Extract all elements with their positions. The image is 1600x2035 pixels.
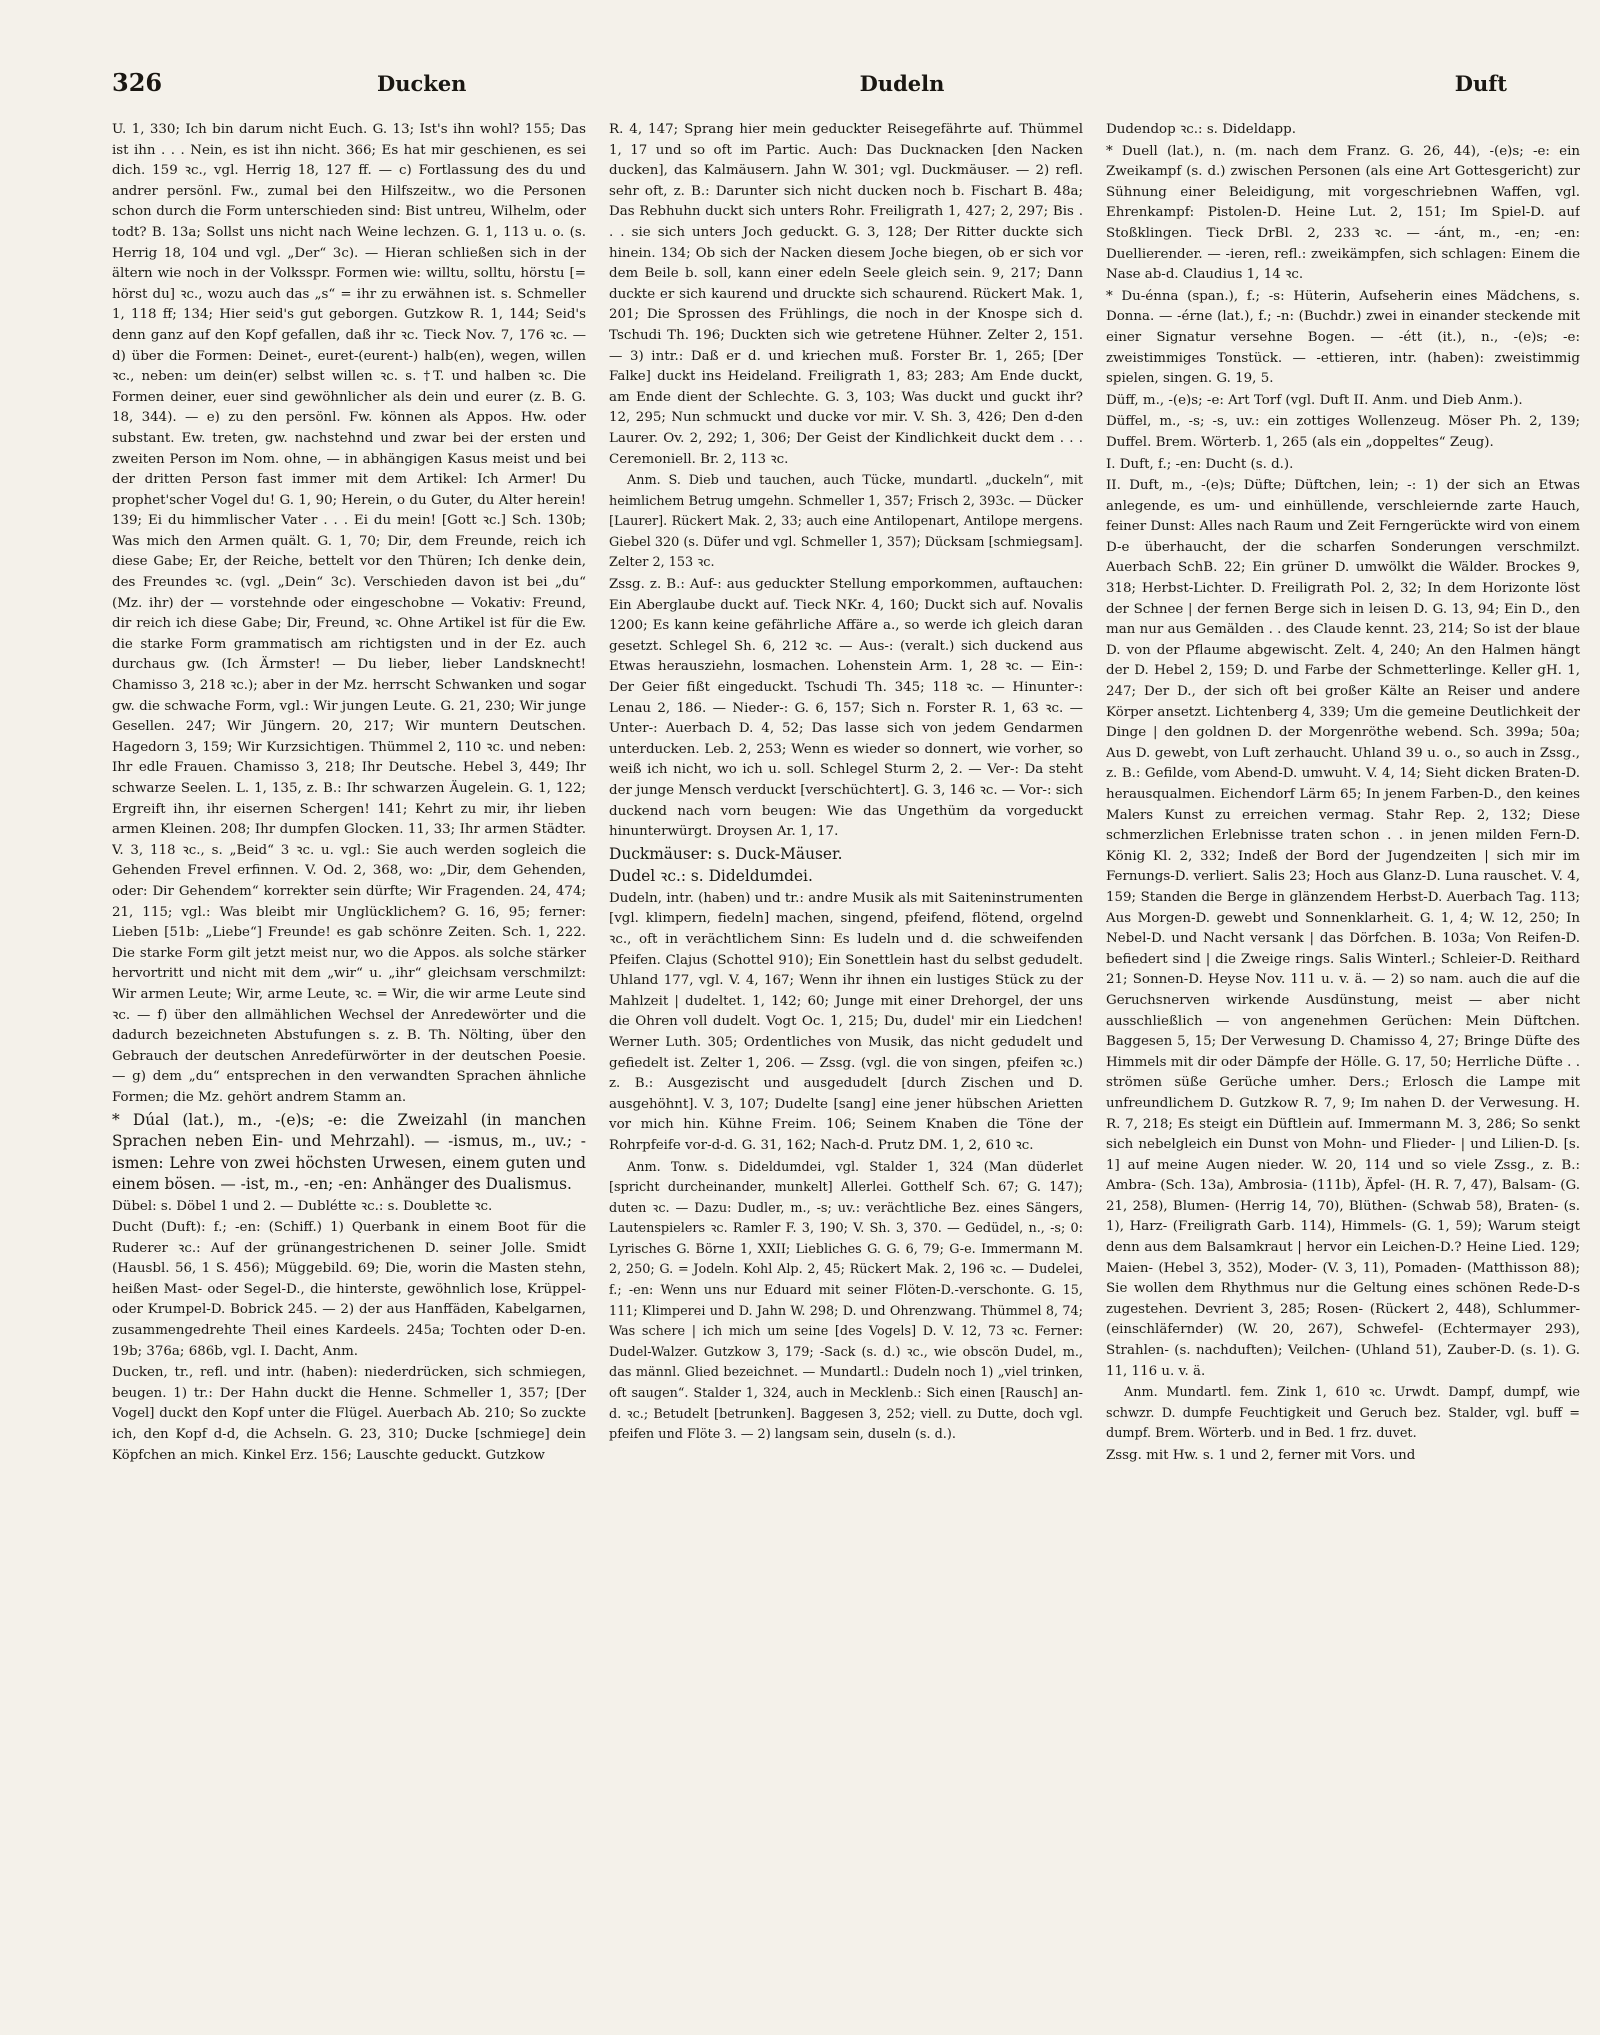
running-headword-right: Duft (1454, 71, 1507, 96)
entry-dudel: Dudel ꝛc.: s. Dideldumdei. (609, 867, 813, 886)
running-header (112, 68, 1592, 108)
entry-dueff: Düff, m., -(e)s; -e: Art Torf (vgl. Duft II. Anm. und Dieb Anm.). (1106, 392, 1523, 408)
entry-ducken: Ducken, tr., refl. und intr. (haben): niederdrücken, sich schmiegen, beugen. 1) tr.: Der Hahn duckt die Henne. Schmeller 1, 357; [Der Vogel] duckt den Kopf unter die Flügel. Auerbach Ab. 210; So zuckte ich, den Kopf d-d, die Achseln. G. 23, 310; Ducke [schmiege] dein Köpfchen an mich. Kinkel Erz. 156; Lauschte geduckt. Gutzkow (112, 1365, 586, 1463)
annotation-paragraph: Anm. S. Dieb und tauchen, auch Tücke, mundartl. „duckeln“, mit heimlichem Betrug umgehn. Schmeller 1, 357; Frisch 2, 393c. — Dücker [Laurer]. Rückert Mak. 2, 33; auch eine Antilopenart, Antilope mergens. Giebel 320 (s. Düfer und vgl. Schmeller 1, 357); Dücksam [schmiegsam]. Zelter 2, 153 ꝛc. (609, 473, 1083, 571)
entry-ducht: Ducht (Duft): f.; -en: (Schiff.) 1) Querbank in einem Boot für die Ruderer ꝛc.: Auf der grünangestrichenen D. seiner Jolle. Smidt (Hausbl. 56, 1 S. 456); Müggebild. 69; Die, worin die Masten stehn, heißen Mast- oder Segel-D., die hinterste, gewöhnlich lose, Krüppel- oder Krumpel-D. Bobrick 245. — 2) der aus Hanffäden, Kabelgarnen, zusammengedrehte Theil eines Kardeels. 245a; Tochten oder D-en. 19b; 376a; 686b, vgl. I. Dacht, Anm. (112, 1220, 586, 1359)
running-headword-left: Ducken (377, 71, 467, 96)
entry-continuation: U. 1, 330; Ich bin darum nicht Euch. G. 13; Ist's ihn wohl? 155; Das ist ihn . . . Nein, es ist ihn nicht. 366; Es hat mir geschienen, es sei dich. 159 ꝛc., vgl. Herrig 18, 127 ff. — c) Fortlassung des du und andrer persönl. Fw., zumal bei den Hilfszeitw., wo die Personen schon durch die Form unterschieden sind: Bist untreu, Wilhelm, oder todt? B. 13a; Sollst uns nicht nach Weine lechzen. G. 1, 113 u. o. (s. Herrig 18, 104 und vgl. „Der“ 3c). — Hieran schließen sich in der ältern wie noch in der Volksspr. Formen wie: willtu, solltu, hörstu [= hörst du] ꝛc., wozu auch das „s“ = ihr zu erwähnen ist. s. Schmeller 1, 118 ff; 134; Hier seid's gut geborgen. Gutzkow R. 1, 144; Seid's denn ganz auf den Kopf gefallen, daß ihr ꝛc. Tieck Nov. 7, 176 ꝛc. — d) über die Formen: Deinet-, euret-(eurent-) halb(en), wegen, willen ꝛc., neben: um dein(er) selbst willen ꝛc. s. †T. und halben ꝛc. Die Formen deiner, euer sind gewöhnlicher als dein und eurer (z. B. G. 18, 344). — e) zu den persönl. Fw. können als Appos. Hw. oder substant. Ew. treten, gw. nachstehnd und zwar bei der ersten und zweiten Person im Nom. ohne, — in abhängigen Kasus meist und bei der dritten Person fast immer mit dem Artikel: Ich Armer! Du prophet'scher Vogel du! G. 1, 90; Herein, o du Guter, du Alter herein! 139; Ei du himmlischer Vater . . . Ei du mein! [Gott ꝛc.] Sch. 130b; Was mich den Armen quält. G. 1, 70; Dir, dem Freunde, reich ich diese Gabe; Er, der Reiche, bettelt vor den Thüren; Ich denke dein, des Freundes ꝛc. (vgl. „Dein“ 3c). Verschieden davon ist bei „du“ (Mz. ihr) der — vorstehnde oder eingeschobne — Vokativ: Freund, dir reich ich diese Gabe; Dir, Freund, ꝛc. Ohne Artikel ist für die Ew. die starke Form grammatisch am richtigsten und in der Ez. auch durchaus gw. (Ich Ärmster! — Du lieber, lieber Landsknecht! Chamisso 3, 218 ꝛc.); aber in der Mz. herrscht Schwanken und sogar gw. die schwache Form, vgl.: Wir jungen Leute. G. 21, 230; Wir junge Gesellen. 247; Wir Jüngern. 20, 217; Wir muntern Deutschen. Hagedorn 3, 159; Wir Kurzsichtigen. Thümmel 2, 110 ꝛc. und neben: Ihr edle Frauen. Chamisso 3, 218; Ihr Deutsche. Hebel 3, 449; Ihr schwarze Seelen. L. 1, 135, z. B.: Ihr schwarzen Äugelein. G. 1, 122; Ergreift ihn, ihr eisernen Schergen! 141; Kehrt zu mir, ihr lieben armen Kleinen. 208; Ihr dumpfen Glocken. 11, 33; Ihr armen Städter. V. 3, 118 ꝛc., s. „Beid“ 3 ꝛc. u. vgl.: Sie auch werden sogleich die Gehenden Frevel erfinnen. V. Od. 2, 368, wo: „Dir, dem Gehenden, oder: Dir Gehendem“ korrekter sein dürfte; Wir Fragenden. 24, 474; 21, 115; vgl.: Was bleibt mir Unglücklichem? G. 16, 95; ferner: Lieben [51b: „Liebe“] Freunde! es gab schönre Zeiten. Sch. 1, 222. Die starke Form gilt jetzt meist nur, wo die Appos. als solche stärker hervortritt und nicht mit dem „wir“ u. „ihr“ gleichsam verschmilzt: Wir armen Leute; Wir, arme Leute, ꝛc. = Wir, die wir arme Leute sind ꝛc. — f) über den allmählichen Wechsel der Anredewörter und die dadurch bezeichneten Abstufungen s. z. B. Th. Nölting, über den Gebrauch der deutschen Anredefürwörter in der deutschen Poesie. — g) dem „du“ entsprechen in den verwandten Sprachen ähnliche Formen; die Mz. gehört andrem Stamm an. (112, 122, 586, 1105)
column-left (112, 120, 586, 2025)
text-columns (112, 120, 1580, 2025)
column-middle (609, 120, 1083, 2025)
entry-duft-2: II. Duft, m., -(e)s; Düfte; Düftchen, lein; -: 1) der sich an Etwas anlegende, es um- und einhüllende, verschleiernde zarte Hauch, feiner Dunst: Alles nach Raum und Zeit Ferngerückte wird von einem D-e überhaucht, der die scharfen Sonderungen verschmilzt. Auerbach SchB. 22; Ein grüner D. umwölkt die Wälder. Brockes 9, 318; Herbst-Lichter. D. Freiligrath Pol. 2, 32; In dem Horizonte löst der Schnee | der fernen Berge sich in leisen D. G. 13, 94; Ein D., den man nur aus Gemälden . . des Claude kennt. 23, 214; So ist der blaue D. von der Pflaume abgewischt. Zelt. 4, 240; An den Halmen hängt der D. Hebel 2, 159; D. und Farbe der Schmetterlinge. Keller gH. 1, 247; Der D., der sich oft bei großer Kälte an Reiser und andere Körper ansetzt. Lichtenberg 4, 339; Um die gemeine Deutlichkeit der Dinge | den goldnen D. der Morgenröthe webend. Sch. 399a; 50a; Aus D. gewebt, von Luft zerhaucht. Uhland 39 u. o., so auch in Zssg., z. B.: Gefilde, vom Abend-D. umwuht. V. 4, 14; Sieht dicken Braten-D. herausqualmen. Eichendorf Lärm 65; In jenem Farben-D., den keines Malers Kunst zu erreichen vermag. Stahr Rep. 2, 132; Diese schmerzlichen Erlebnisse traten schon . . in jenen milden Fern-D. König Kl. 2, 332; Indeß der Bord der Jugendzeiten | sich mir im Fernungs-D. verliert. Salis 23; Hoch aus Glanz-D. Luna rauschet. V. 4, 159; Standen die Berge in glänzendem Herbst-D. Auerbach Tag. 113; Aus Morgen-D. gewebt und Sonnenklarheit. G. 1, 4; W. 12, 250; In Nebel-D. und Nacht versank | das Dörfchen. B. 103a; Von Reifen-D. befiedert sind | die Zweige rings. Salis Winterl.; Schleier-D. Reithard 21; Sonnen-D. Heyse Nov. 111 u. v. ä. — 2) so nam. auch die auf die Geruchsnerven wirkende Ausdünstung, meist — aber nicht ausschließlich — von angenehmen Gerüchen: Mein Düftchen. Baggesen 5, 15; Der Verwesung D. Chamisso 4, 27; Bringe Düfte des Himmels mit dir oder Dämpfe der Hölle. G. 17, 50; Herrliche Düfte . . strömen süße Gerüche umher. Ders.; Erlosch die Lampe mit unfreundlichem D. Gutzkow R. 7, 9; Im nahen D. der Verwesung. H. R. 7, 218; Es steigt ein Düftlein auf. Immermann M. 3, 286; So senkt sich nebelgleich ein Dunst von Mohn- und Flieder- | und Lilien-D. [s. 1] auf meine Augen nieder. W. 20, 114 und so viele Zssg., z. B.: Ambra- (Sch. 13a), Ambrosia- (111b), Äpfel- (H. R. 7, 47), Balsam- (G. 21, 258), Blumen- (Herrig 14, 70), Blüthen- (Schwab 58), Braten- (s. 1), Harz- (Freiligrath Garb. 114), Himmels- (G. 1, 59); Warum steigt denn aus dem Balsamkraut | hervor ein Leichen-D.? Heine Lied. 129; Maien- (Hebel 3, 352), Moder- (V. 3, 11), Pomaden- (Matthisson 88); Sie wollen dem Rhythmus nur die Geltung eines schönen Rede-D-s zugestehen. Devrient 3, 285; Rosen- (Rückert 2, 448), Schlummer- (einschläfernder) (W. 20, 267), Schwefel- (Echtermayer 293), Strahlen- (s. nachduften); Veilchen- (Uhland 51), Zauber-D. (s. 1). G. 11, 116 u. v. ä. (1106, 478, 1580, 1379)
entry-continuation: R. 4, 147; Sprang hier mein geduckter Reisegefährte auf. Thümmel 1, 17 und so oft im Partic. Auch: Das Ducknacken [den Nacken ducken], das Kalmäusern. Jahn W. 301; vgl. Duckmäuser. — 2) refl. sehr oft, z. B.: Darunter sich nicht ducken noch b. Fischart B. 48a; Das Rebhuhn duckt sich unters Rohr. Freiligrath 1, 427; 2, 297; Bis . . . sie sich unters Joch geduckt. G. 3, 128; Der Ritter duckte sich hinein. 134; Ob sich der Nacken diesem Joche biegen, ob er sich vor dem Beile b. soll, kann einer edeln Seele gleich sein. 9, 217; Dann duckte er sich kaurend und druckte sich schaurend. Rückert Mak. 1, 201; Die Sprossen des Frühlings, die noch in der Knospe sich d. Tschudi Th. 196; Duckten sich wie getretene Hühner. Zelter 2, 151. — 3) intr.: Daß er d. und kriechen muß. Forster Br. 1, 265; [Der Falke] duckt ins Heideland. Freiligrath 1, 83; 283; Am Ende duckt, am Ende dient der Schlechte. G. 3, 103; Was duckt und guckt ihr? 12, 295; Nun schmuckt und ducke vor mir. V. Sh. 3, 426; Den d-den Laurer. Ov. 2, 292; 1, 306; Der Geist der Kindlichkeit duckt dem . . . Ceremoniell. Br. 2, 113 ꝛc. (609, 122, 1083, 467)
annotation-paragraph: Anm. Tonw. s. Dideldumdei, vgl. Stalder 1, 324 (Man düderlet [spricht durcheinander, munkelt] Allerlei. Gotthelf Sch. 67; G. 147); duten ꝛc. — Dazu: Dudler, m., -s; uv.: verächtliche Bez. eines Sängers, Lautenspielers ꝛc. Ramler F. 3, 190; V. Sh. 3, 370. — Gedüdel, n., -s; 0: Lyrisches G. Börne 1, XXII; Liebliches G. G. 6, 79; G-e. Immermann M. 2, 250; G. = Jodeln. Kohl Alp. 2, 45; Rückert Mak. 2, 196 ꝛc. — Dudelei, f.; -en: Wenn uns nur Eduard mit seiner Flöten-D.-verschonte. G. 15, 111; Klimperei und D. Jahn W. 298; D. und Ohrenzwang. Thümmel 8, 74; Was schere | ich mich um seine [des Vogels] D. V. 12, 73 ꝛc. Ferner: Dudel-Walzer. Gutzkow 3, 179; -Sack (s. d.) ꝛc., wie obscön Dudel, m., das männl. Glied bezeichnet. — Mundartl.: Dudeln noch 1) „viel trinken, oft saugen“. Stalder 1, 324, auch in Mecklenb.: Sich einen [Rausch] an-d. ꝛc.; Betudelt [betrunken]. Baggesen 3, 252; viell. zu Dutte, doch vgl. pfeifen und Flöte 3. — 2) langsam sein, duseln (s. d.). (609, 1159, 1083, 1443)
entry-duckmaeuser: Duckmäuser: s. Duck-Mäuser. (609, 844, 843, 863)
compound-paragraph: Zssg. mit Hw. s. 1 und 2, ferner mit Vors. und (1106, 1448, 1416, 1463)
entry-dueffel: Düffel, m., -s; -s, uv.: ein zottiges Wollenzeug. Möser Ph. 2, 139; Duffel. Brem. Wörterb. 1, 265 (als ein „doppeltes“ Zeug). (1106, 414, 1580, 450)
column-right (1106, 120, 1580, 2025)
entry-duft-1: I. Duft, f.; -en: Ducht (s. d.). (1106, 456, 1294, 472)
page-number: 326 (112, 68, 163, 97)
annotation-paragraph: Anm. Mundartl. fem. Zink 1, 610 ꝛc. Urwdt. Dampf, dumpf, wie schwzr. D. dumpfe Feuchtigkeit und Geruch bez. Stalder, vgl. buff = dumpf. Brem. Wörterb. und in Bed. 1 frz. duvet. (1106, 1385, 1580, 1442)
entry-duell: * Duell (lat.), n. (m. nach dem Franz. G. 26, 44), -(e)s; -e: ein Zweikampf (s. d.) zwischen Personen (als eine Art Gottesgericht) zur Sühnung einer Beleidigung, mit vorgeschriebnen Waffen, vgl. Ehrenkampf: Pistolen-D. Heine Lut. 2, 151; Im Spiel-D. auf Stoßklingen. Tieck DrBl. 2, 233 ꝛc. — -ánt, m., -en; -en: Duellierender. — -ieren, refl.: zweikämpfen, sich schlagen: Einem die Nase ab-d. Claudius 1, 14 ꝛc. (1106, 143, 1580, 283)
compound-paragraph: Zssg. z. B.: Auf-: aus geduckter Stellung emporkommen, auftauchen: Ein Aberglaube duckt auf. Tieck NKr. 4, 160; Duckt sich auf. Novalis 1200; Es kann keine gefährliche Affäre a., so werde ich gleich daran gesetzt. Schlegel Sh. 6, 212 ꝛc. — Aus-: (veralt.) sich duckend aus Etwas herausziehn, losmachen. Lohenstein Arm. 1, 28 ꝛc. — Ein-: Der Geier fißt eingeduckt. Tschudi Th. 345; 118 ꝛc. — Hinunter-: Lenau 2, 186. — Nieder-: G. 6, 157; Sich n. Forster R. 1, 63 ꝛc. — Unter-: Auerbach D. 4, 52; Das lasse sich von jedem Gendarmen unterducken. Leb. 2, 253; Wenn es wieder so donnert, wie vorher, so weiß ich nicht, wo ich u. soll. Schlegel Sturm 2, 2. — Ver-: Da steht der junge Mensch verduckt [verschüchtert]. G. 3, 146 ꝛc. — Vor-: sich duckend nach vorn beugen: Wie das Ungethüm da vorgeduckt hinunterwürgt. Droysen Ar. 1, 17. (609, 577, 1083, 840)
running-headword-center: Dudeln (859, 71, 945, 96)
entry-duebel: Dübel: s. Döbel 1 und 2. — Dublétte ꝛc.: s. Doublette ꝛc. (112, 1198, 493, 1214)
entry-dudeln: Dudeln, intr. (haben) und tr.: andre Musik als mit Saiteninstrumenten [vgl. klimpern, fiedeln] machen, singend, pfeifend, flötend, orgelnd ꝛc., oft in verächtlichem Sinn: Es ludeln und d. die schweifenden Pfeifen. Clajus (Schottel 910); Ein Sonettlein hast du selbst gedudelt. Uhland 177, vgl. V. 4, 167; Wenn ihr ihnen ein lustiges Stück zu der Mahlzeit | dudeltet. 1, 142; 60; Junge mit einer Drehorgel, der uns die Ohren voll dudelt. Vogt Oc. 1, 215; Du, dudel' mir ein Liedchen! Werner Luth. 305; Ordentliches von Musik, das nicht gedudelt und gefiedelt ist. Zelter 1, 206. — Zssg. (vgl. die von singen, pfeifen ꝛc.) z. B.: Ausgezischt und ausgedudelt [durch Zischen und D. ausgehöhnt]. V. 3, 107; Dudelte [sang] eine jener hübschen Arietten vor mich hin. Kühne Freim. 106; Seinem Knaben die Töne der Rohrpfeife vor-d-d. G. 31, 162; Nach-d. Prutz DM. 1, 2, 610 ꝛc. (609, 890, 1083, 1153)
entry-dudendop: Dudendop ꝛc.: s. Dideldapp. (1106, 122, 1296, 137)
entry-dual: * Dúal (lat.), m., -(e)s; -e: die Zweizahl (in manchen Sprachen neben Ein- und Mehrzahl). — -ismus, m., uv.; -ismen: Lehre von zwei höchsten Urwesen, einem guten und einem bösen. — -ist, m., -en; -en: Anhänger des Dualismus. (112, 1110, 586, 1193)
entry-duenna: * Du-énna (span.), f.; -s: Hüterin, Aufseherin eines Mädchens, s. Donna. — -érne (lat.), f.; -n: (Buchdr.) zwei in einander steckende mit einer Signatur versehne Bogen. — -étt (it.), n., -(e)s; -e: zweistimmiges Tonstück. — -ettieren, intr. (haben): zweistimmig spielen, singen. G. 19, 5. (1106, 288, 1580, 387)
